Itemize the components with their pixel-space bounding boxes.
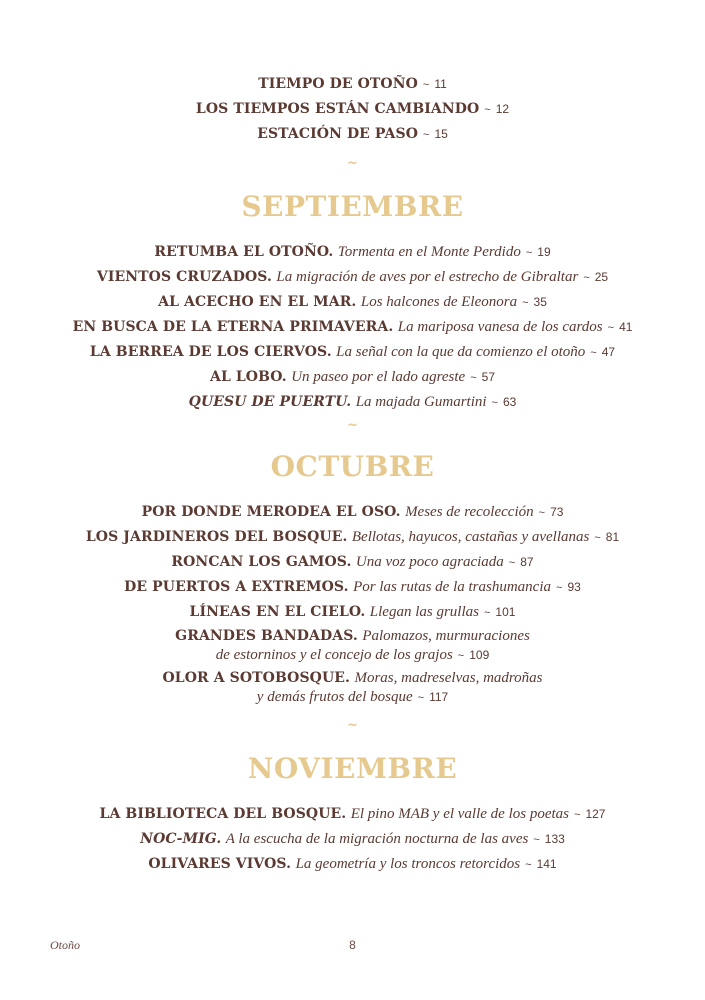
entry-title: POR DONDE MERODEA EL OSO. (141, 504, 401, 520)
entry-title: ESTACIÓN DE PASO (257, 126, 419, 142)
entry-title: LA BERREA DE LOS CIERVOS. (89, 344, 332, 360)
page-number: 117 (429, 690, 449, 704)
tilde-separator: ~ (525, 859, 532, 871)
toc-entry[interactable] (0, 852, 705, 877)
toc-entry[interactable] (0, 240, 705, 265)
toc-entry[interactable] (0, 365, 705, 390)
section-heading-septiembre: SEPTIEMBRE (241, 190, 464, 223)
section-noviembre (0, 802, 705, 877)
section-divider: ~ (347, 718, 358, 733)
page-number: 93 (567, 580, 581, 594)
toc-entry[interactable] (0, 72, 705, 97)
toc-entry[interactable] (0, 802, 705, 827)
toc-entry[interactable] (0, 627, 705, 666)
section-divider: ~ (347, 418, 358, 433)
entry-subtitle: La migración de aves por el estrecho de Gibraltar (276, 269, 579, 285)
toc-entry[interactable] (0, 550, 705, 575)
entry-subtitle: Los halcones de Eleonora (360, 294, 518, 310)
page-number: 109 (469, 648, 490, 662)
entry-title: NOC-MIG. (140, 831, 222, 847)
entry-title: AL ACECHO EN EL MAR. (158, 294, 357, 310)
page-number: 63 (502, 395, 517, 409)
page-number: 101 (495, 605, 516, 619)
entry-subtitle: Tormenta en el Monte Perdido (337, 244, 521, 260)
section-heading-noviembre: NOVIEMBRE (247, 752, 458, 785)
toc-entry[interactable] (0, 122, 705, 147)
entry-subtitle: Un paseo por el lado agreste (291, 369, 466, 385)
toc-entry[interactable] (0, 575, 705, 600)
entry-title: AL LOBO. (209, 369, 287, 385)
entry-subtitle: El pino MAB y el valle de los poetas (350, 806, 569, 822)
page-number: 11 (434, 77, 447, 91)
entry-title: OLIVARES VIVOS. (148, 856, 292, 872)
toc-entry[interactable] (0, 340, 705, 365)
tilde-separator: ~ (423, 129, 430, 141)
section-heading-octubre: OCTUBRE (270, 450, 435, 483)
entry-subtitle-continued: de estorninos y el concejo de los grajos (215, 647, 453, 663)
entry-subtitle: Moras, madreselvas, madroñas (354, 670, 543, 686)
page-number: 81 (605, 530, 620, 544)
page-number: 141 (536, 857, 557, 871)
section-octubre (0, 500, 705, 711)
entry-title: LÍNEAS EN EL CIELO. (189, 604, 366, 620)
tilde-separator: ~ (583, 272, 590, 284)
entry-title: VIENTOS CRUZADOS. (96, 269, 272, 285)
entry-subtitle: Una voz poco agraciada (355, 554, 504, 570)
entry-subtitle: La majada Gumartini (355, 394, 487, 410)
entry-title: LOS JARDINEROS DEL BOSQUE. (85, 529, 348, 545)
page-number: 87 (520, 555, 534, 569)
tilde-separator: ~ (483, 607, 491, 619)
section-divider: ~ (347, 156, 358, 171)
folio-page-number: 8 (349, 938, 356, 952)
entry-subtitle: La geometría y los troncos retorcidos (295, 856, 521, 872)
entry-title: LA BIBLIOTECA DEL BOSQUE. (99, 806, 347, 822)
page-number: 133 (544, 832, 565, 846)
intro-entries (0, 72, 705, 147)
page-number: 73 (550, 505, 564, 519)
entry-subtitle: Llegan las grullas (369, 604, 479, 620)
entry-subtitle: La mariposa vanesa de los cardos (397, 319, 603, 335)
section-septiembre (0, 240, 705, 415)
entry-subtitle: Palomazos, murmuraciones (362, 628, 530, 644)
toc-entry[interactable] (0, 525, 705, 550)
tilde-separator: ~ (607, 322, 615, 334)
toc-entry[interactable] (0, 390, 705, 415)
toc-entry[interactable] (0, 669, 705, 708)
entry-title: EN BUSCA DE LA ETERNA PRIMAVERA. (72, 319, 394, 335)
entry-title: TIEMPO DE OTOÑO (258, 76, 418, 92)
toc-entry[interactable] (0, 290, 705, 315)
entry-subtitle-continued: y demás frutos del bosque (256, 689, 413, 705)
tilde-separator: ~ (457, 650, 465, 662)
tilde-separator: ~ (525, 247, 533, 259)
entry-title: OLOR A SOTOBOSQUE. (162, 670, 351, 686)
tilde-separator: ~ (508, 557, 516, 569)
toc-entry[interactable] (0, 97, 705, 122)
entry-title: GRANDES BANDADAS. (175, 628, 358, 644)
running-footer-title: Otoño (50, 938, 80, 952)
tilde-separator: ~ (491, 397, 498, 409)
tilde-separator: ~ (533, 834, 540, 846)
page-number: 47 (601, 345, 616, 359)
entry-subtitle: A la escucha de la migración nocturna de las aves (225, 831, 529, 847)
entry-subtitle: Por las rutas de la trashumancia (353, 579, 552, 595)
entry-title: DE PUERTOS A EXTREMOS. (124, 579, 349, 595)
entry-subtitle: Meses de recolección (405, 504, 534, 520)
tilde-separator: ~ (522, 297, 529, 309)
entry-title: RONCAN LOS GAMOS. (171, 554, 352, 570)
tilde-separator: ~ (574, 809, 581, 821)
page-number: 127 (585, 807, 606, 821)
toc-entry[interactable] (0, 827, 705, 852)
tilde-separator: ~ (422, 79, 430, 91)
toc-entry[interactable] (0, 315, 705, 340)
toc-entry[interactable] (0, 265, 705, 290)
toc-entry[interactable] (0, 500, 705, 525)
tilde-separator: ~ (484, 104, 491, 116)
toc-entry[interactable] (0, 600, 705, 625)
tilde-separator: ~ (538, 507, 546, 519)
page-number: 41 (619, 320, 633, 334)
tilde-separator: ~ (594, 532, 601, 544)
entry-subtitle: La señal con la que da comienzo el otoño (336, 344, 586, 360)
tilde-separator: ~ (590, 347, 597, 359)
entry-subtitle: Bellotas, hayucos, castañas y avellanas (351, 529, 590, 545)
page-number: 57 (481, 370, 496, 384)
page-number: 19 (537, 245, 551, 259)
page-number: 12 (495, 102, 510, 116)
entry-title: QUESU DE PUERTU. (188, 394, 352, 410)
tilde-separator: ~ (556, 582, 563, 594)
page-number: 35 (533, 295, 547, 309)
tilde-separator: ~ (417, 692, 425, 704)
page-number: 15 (434, 127, 448, 141)
tilde-separator: ~ (470, 372, 477, 384)
page-number: 25 (594, 270, 609, 284)
entry-title: LOS TIEMPOS ESTÁN CAMBIANDO (195, 101, 480, 117)
entry-title: RETUMBA EL OTOÑO. (154, 244, 334, 260)
